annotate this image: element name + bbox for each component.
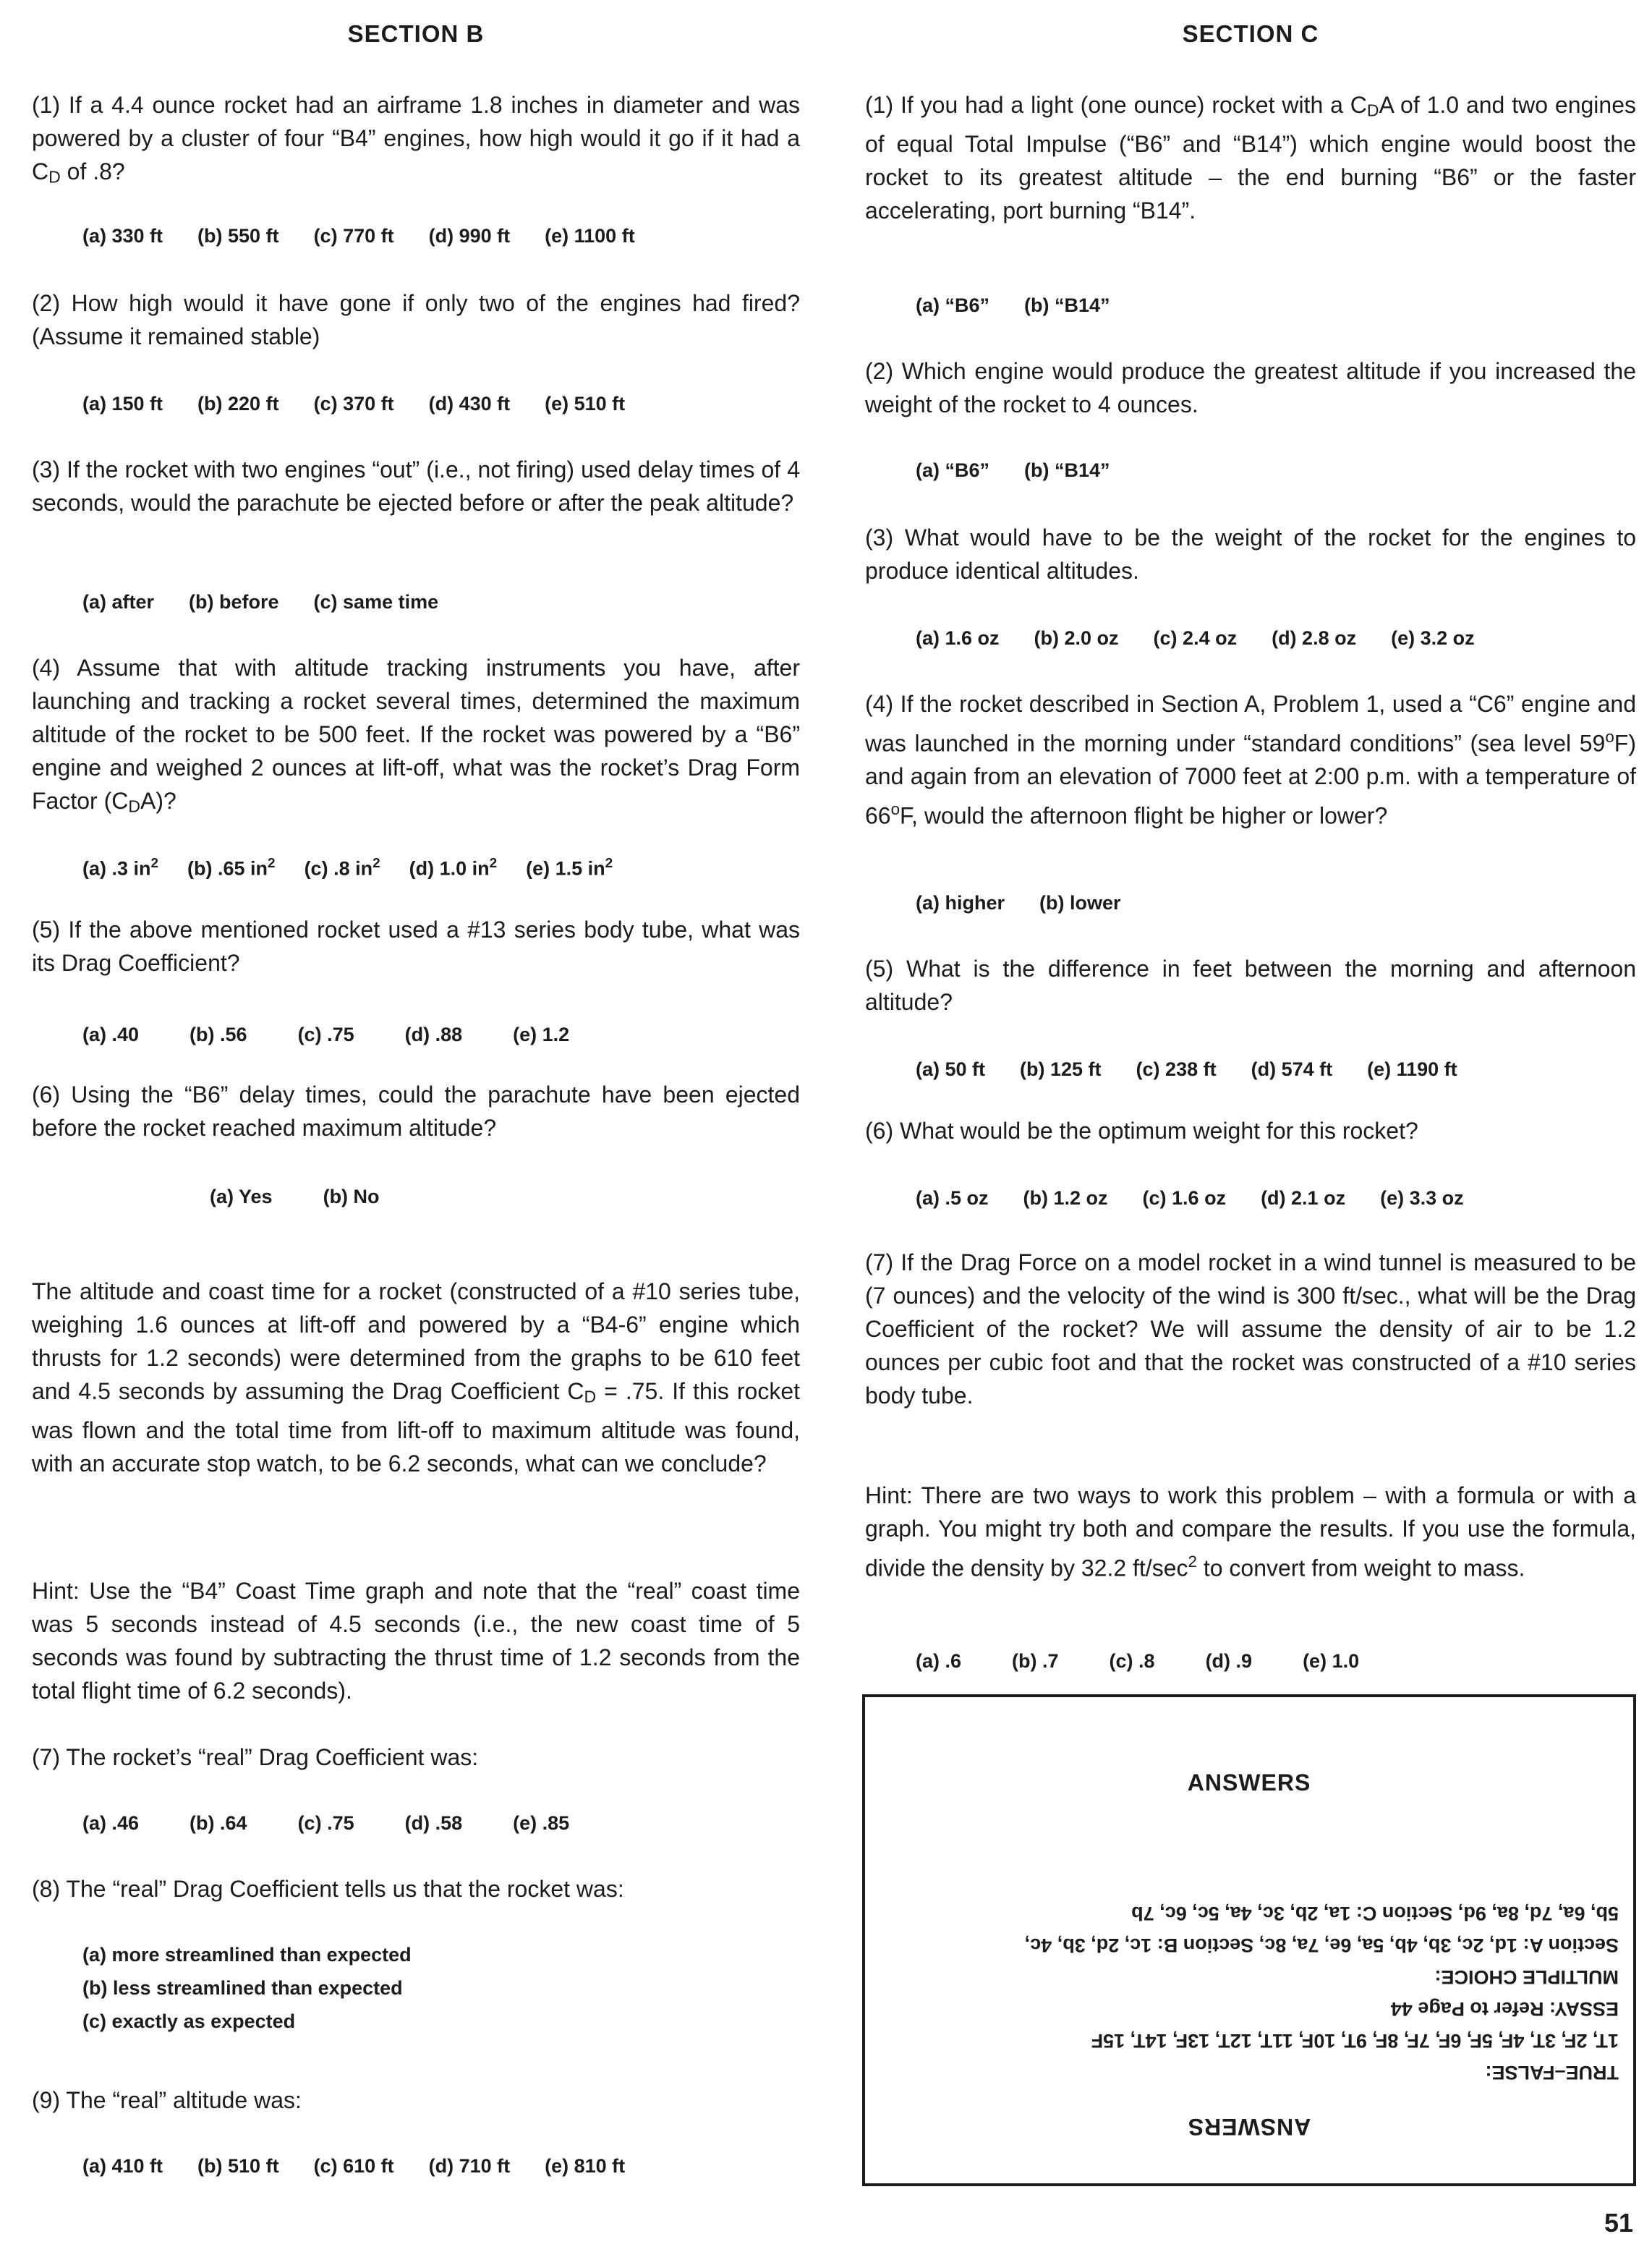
section-b-q7-options xyxy=(82,1810,800,1836)
multiple-choice-label: MULTIPLE CHOICE: xyxy=(1434,1966,1619,1988)
essay-answer: ESSAY: Refer to Page 44 xyxy=(1390,1998,1619,2020)
option-c: (c) .8 $in^2$ xyxy=(304,856,380,880)
section-c-q2-options xyxy=(916,457,1636,483)
section-c-question-7: (7) If the Drag Force on a model rocket in a wind tunnel is measured to be (7 ounces) and the velocity of the wind is 300 ft/sec., what will be the Drag Coefficient of the rocket? We will assume the density of air to be 1.2 ounces per cubic foot and that the rocket was constructed of a #10 series body tube. xyxy=(865,1249,1636,1409)
option-a: (a) 150 ft xyxy=(82,393,163,415)
section-b-question-8: (8) The “real” Drag Coefficient tells us that the rocket was: xyxy=(32,1876,624,1902)
option-a: (a) 50 ft xyxy=(916,1058,986,1080)
section-c-q4-options xyxy=(916,890,1636,916)
option-a: (a) .5 oz xyxy=(916,1187,989,1209)
option-b: (b) 125 ft xyxy=(1020,1058,1102,1080)
answers-title: ANSWERS xyxy=(1187,1770,1311,1796)
option-b: (b) lower xyxy=(1039,892,1121,914)
section-b-question-3: (3) If the rocket with two engines “out” (i.e., not firing) used delay times of 4 seconds, would the parachute be ejected before or after the peak altitude? xyxy=(32,456,800,516)
option-e: (e) 1.2 xyxy=(513,1024,570,1045)
option-e: (e) 1.0 xyxy=(1303,1650,1360,1672)
answers-inverted-title: ANSWERS xyxy=(1187,2114,1311,2140)
multiple-choice-answers-line-1: Section A: 1d, 2c, 3b, 4b, 5a, 6e, 7a, 8c, Section B: 1c, 2d, 3b, 4c, xyxy=(1024,1934,1619,1956)
option-b: (b) 1.2 oz xyxy=(1023,1187,1108,1209)
page-number: 51 xyxy=(1604,2208,1633,2238)
section-c-q5-options xyxy=(916,1056,1636,1082)
option-e: (e) 810 ft xyxy=(545,2155,626,2177)
section-c-hint: Hint: There are two ways to work this problem – with a formula or with a graph. You might try both and compare the results. If you use the formula, divide the density by 32.2 $ft/\sec^2$ to convert from weight to mass. xyxy=(865,1482,1636,1581)
section-b-question-7: (7) The rocket’s “real” Drag Coefficient was: xyxy=(32,1744,479,1770)
option-b: (b) before xyxy=(189,591,279,613)
section-b-q9-options xyxy=(82,2153,800,2179)
section-c-question-4: (4) If the rocket described in Section A, Problem 1, used a “C6” engine and was launched in the morning under “standard conditions” (sea level 59$^o$F) and again from an elevation of 7000 feet at 2:00 p.m. with a temperature of 66$^o$F, would the afternoon flight be higher or lower? xyxy=(865,691,1636,829)
option-b: (b) .64 xyxy=(190,1812,247,1834)
section-c-q3-options xyxy=(916,625,1636,651)
option-b: (b) 510 ft xyxy=(197,2155,279,2177)
option-a: (a) .6 xyxy=(916,1650,962,1672)
option-b: (b) 550 ft xyxy=(197,225,279,247)
option-a: (a) .40 xyxy=(82,1024,140,1045)
option-b: (b) .56 xyxy=(190,1024,247,1045)
option-c: (c) 1.6 oz xyxy=(1142,1187,1227,1209)
option-a: (a) Yes xyxy=(210,1186,273,1207)
option-c: (c) 2.4 oz xyxy=(1153,627,1238,649)
option-c: (c) .75 xyxy=(297,1812,354,1834)
option-b: (b) No xyxy=(323,1186,380,1207)
section-b-question-1: (1) If a 4.4 ounce rocket had an airframe 1.8 inches in diameter and was powered by a cluster of four “B4” engines, how high would it go if it had a $C_D$ of .8? xyxy=(32,92,800,187)
option-a: (a) after xyxy=(82,591,155,613)
option-a: (a) .46 xyxy=(82,1812,140,1834)
section-b-question-5: (5) If the above mentioned rocket used a #13 series body tube, what was its Drag Coefficient? xyxy=(32,917,800,976)
section-c-question-2: (2) Which engine would produce the greatest altitude if you increased the weight of the rocket to 4 ounces. xyxy=(865,358,1636,417)
option-d: (d) .9 xyxy=(1205,1650,1253,1672)
option-e: (e) 1100 ft xyxy=(545,225,635,247)
option-c: (c) 610 ft xyxy=(313,2155,394,2177)
section-b-q2-options xyxy=(82,391,800,417)
section-b-question-6: (6) Using the “B6” delay times, could the parachute have been ejected before the rocket reached maximum altitude? xyxy=(32,1082,800,1141)
section-c-question-3: (3) What would have to be the weight of the rocket for the engines to produce identical altitudes. xyxy=(865,524,1636,584)
option-a: (a) higher xyxy=(916,892,1005,914)
option-c: (c) same time xyxy=(313,591,439,613)
option-d: (d) 430 ft xyxy=(428,393,511,415)
option-d: (d) 2.1 oz xyxy=(1261,1187,1346,1209)
option-d: (d) .88 xyxy=(404,1024,463,1045)
option-e: (e) 1190 ft xyxy=(1367,1058,1457,1080)
section-b-q4-options xyxy=(82,851,800,881)
option-d: (d) 2.8 oz xyxy=(1272,627,1357,649)
option-c: (c) .75 xyxy=(297,1024,354,1045)
section-b-q3-options xyxy=(82,589,800,615)
option-a: (a) 410 ft xyxy=(82,2155,163,2177)
section-b-q8-options xyxy=(82,1942,800,2042)
option-b: (b) 2.0 oz xyxy=(1034,627,1119,649)
option-a: (a) .3 $in^2$ xyxy=(82,856,159,880)
section-c-question-5: (5) What is the difference in feet between the morning and afternoon altitude? xyxy=(865,956,1636,1015)
multiple-choice-answers-line-2: 5b, 6a, 7d, 8a, 9d, Section C: 1a, 2b, 3c, 4a, 5c, 6c, 7b xyxy=(1131,1903,1619,1924)
answers-box xyxy=(862,1694,1636,2186)
option-c: (c) 770 ft xyxy=(313,225,394,247)
true-false-label: TRUE–FALSE: xyxy=(1485,2062,1619,2083)
section-c-question-1: (1) If you had a light (one ounce) rocket with a $C_DA$ of 1.0 and two engines of equal Total Impulse (“B6” and “B14”) which engine would boost the rocket to its greatest altitude – the end burning “B6” or the faster accelerating, port burning “B14”. xyxy=(865,92,1637,224)
option-b: (b) “B14” xyxy=(1024,294,1110,316)
option-c: (c) .8 xyxy=(1109,1650,1155,1672)
section-c-question-6: (6) What would be the optimum weight for this rocket? xyxy=(865,1118,1418,1144)
option-c: (c) 370 ft xyxy=(313,393,394,415)
option-c: (c) 238 ft xyxy=(1136,1058,1217,1080)
section-c-q7-options xyxy=(916,1648,1636,1674)
section-c-q6-options xyxy=(916,1185,1636,1211)
section-b-question-9: (9) The “real” altitude was: xyxy=(32,2087,302,2113)
section-c-q1-options xyxy=(916,292,1636,318)
option-b: (b) “B14” xyxy=(1024,459,1110,481)
option-e: (e) .85 xyxy=(513,1812,570,1834)
section-b-question-2: (2) How high would it have gone if only two of the engines had fired? (Assume it remained stable) xyxy=(32,290,800,349)
section-b-q1-options xyxy=(82,223,800,249)
option-b: (b) less streamlined than expected xyxy=(82,1977,403,1999)
section-b-scenario: The altitude and coast time for a rocket (constructed of a #10 series tube, weighing 1.6 ounces at lift-off and powered by a “B4-6” engine which thrusts for 1.2 seconds) were determined from the graphs to be 610 feet and 4.5 seconds by assuming the Drag Coefficient $C_D = .75$. If this rocket was flown and the total time from lift-off to maximum altitude was found, with an accurate stop watch, to be 6.2 seconds, what can we conclude? xyxy=(32,1278,800,1477)
section-c-title: SECTION C xyxy=(1182,20,1319,47)
option-e: (e) 3.3 oz xyxy=(1380,1187,1464,1209)
option-a: (a) “B6” xyxy=(916,459,990,481)
true-false-answers: 1T, 2F, 3T, 4F, 5F, 6F, 7F, 8F, 9T, 10F, 11T, 12T, 13F, 14T, 15F xyxy=(1091,2030,1619,2052)
option-d: (d) 990 ft xyxy=(428,225,511,247)
option-d: (d) 710 ft xyxy=(428,2155,511,2177)
option-b: (b) .7 xyxy=(1012,1650,1059,1672)
section-b-question-4: (4) Assume that with altitude tracking instruments you have, after launching and tracking a rocket several times, determined the maximum altitude of the rocket to be 500 feet. If the rocket was powered by a “B6” engine and weighed 2 ounces at lift-off, what was the rocket’s Drag Form Factor $(C_DA)$? xyxy=(32,655,800,816)
answers-upside-down-block xyxy=(880,1807,1619,2140)
option-e: (e) 3.2 oz xyxy=(1391,627,1475,649)
option-a: (a) 330 ft xyxy=(82,225,163,247)
section-b-q5-options xyxy=(82,1021,800,1048)
option-d: (d) 1.0 $in^2$ xyxy=(409,856,498,880)
section-b-title: SECTION B xyxy=(347,20,485,47)
option-a: (a) more streamlined than expected xyxy=(82,1944,412,1966)
option-d: (d) 574 ft xyxy=(1251,1058,1333,1080)
section-b-q6-options xyxy=(210,1184,800,1210)
option-c: (c) exactly as expected xyxy=(82,2010,296,2032)
option-b: (b) .65 $in^2$ xyxy=(187,856,276,880)
option-d: (d) .58 xyxy=(404,1812,463,1834)
option-a: (a) “B6” xyxy=(916,294,990,316)
option-e: (e) 1.5 $in^2$ xyxy=(526,856,613,880)
option-a: (a) 1.6 oz xyxy=(916,627,1000,649)
option-b: (b) 220 ft xyxy=(197,393,279,415)
section-b-hint: Hint: Use the “B4” Coast Time graph and note that the “real” coast time was 5 seconds instead of 4.5 seconds (i.e., the new coast time of 5 seconds was found by subtracting the thrust time of 1.2 seconds from the total flight time of 6.2 seconds). xyxy=(32,1578,800,1704)
option-e: (e) 510 ft xyxy=(545,393,626,415)
